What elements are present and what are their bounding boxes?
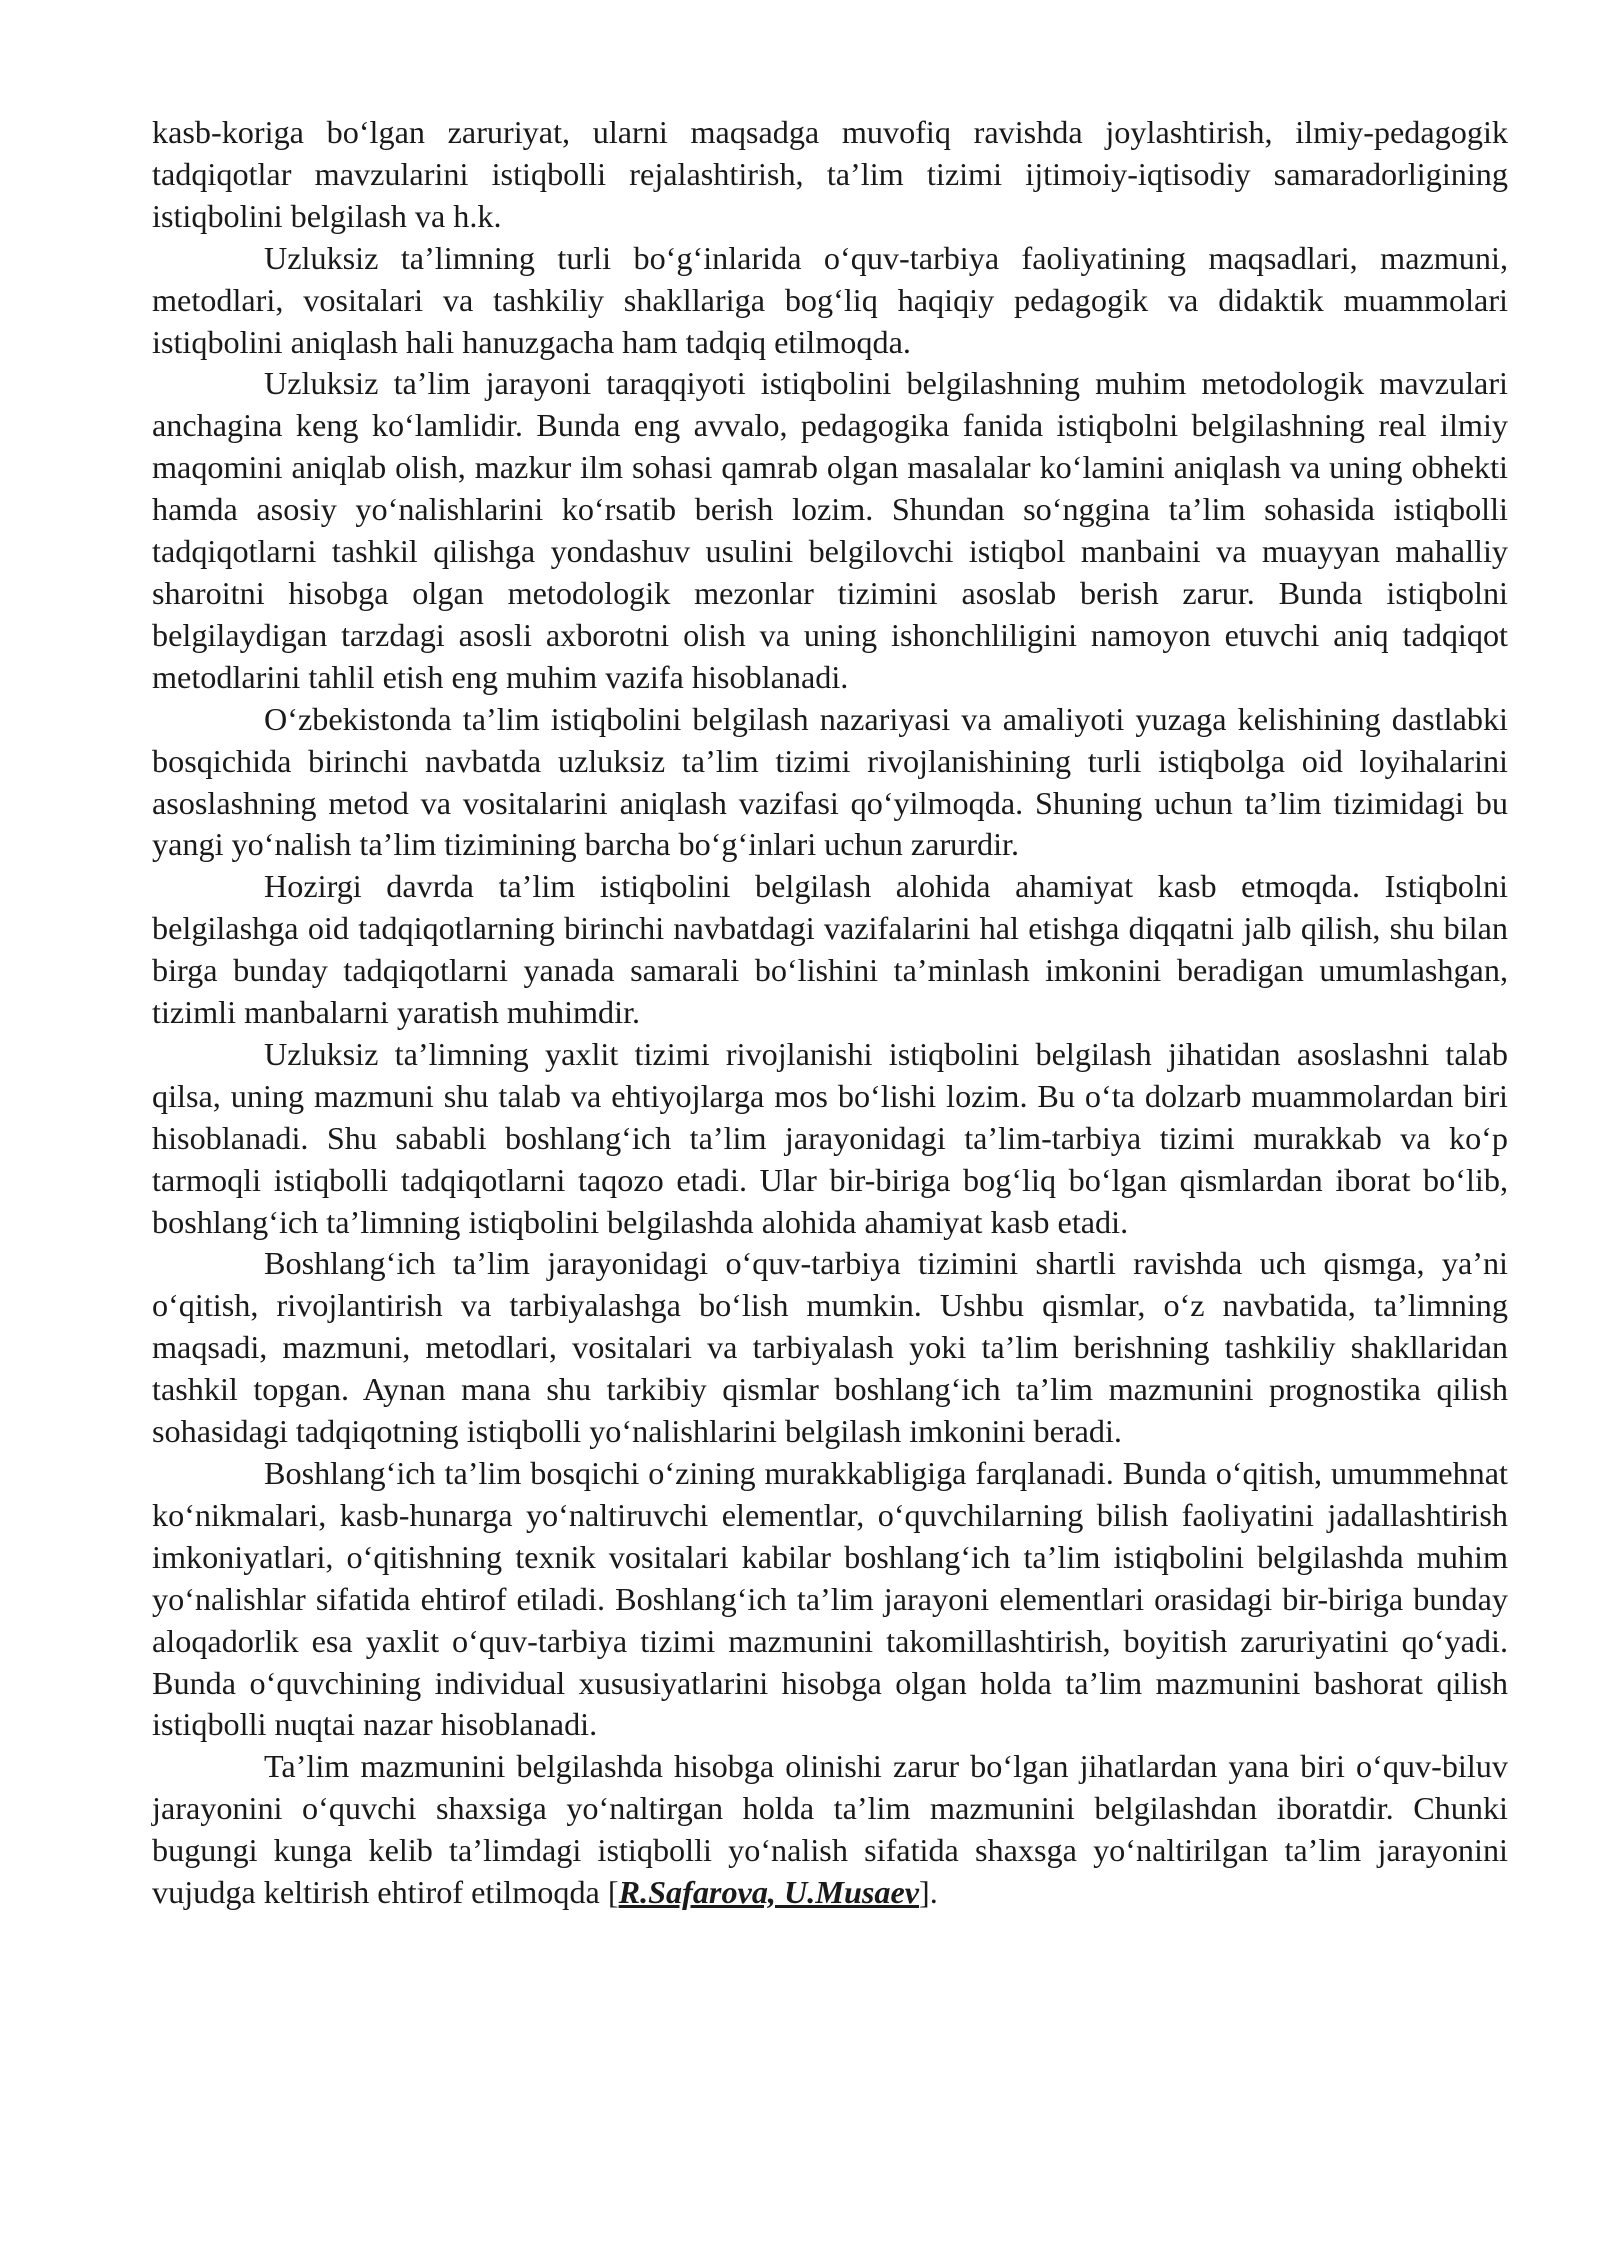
paragraph-1: kasb-koriga bo‘lgan zaruriyat, ularni maqsadga muvofiq ravishda joylashtirish, ilmiy-pedagogik tadqiqotlar mavzularini istiqbolli rejalashtirish, ta’lim tizimi ijtimoiy-iqtisodiy samaradorligining istiqbolini belgilash va h.k.: [152, 114, 1508, 234]
citation-link[interactable]: R.Safarova, U.Musaev: [618, 1874, 920, 1911]
paragraph-7: Boshlang‘ich ta’lim jarayonidagi o‘quv-tarbiya tizimini shartli ravishda uch qismga, ya’ni o‘qitish, rivojlantirish va tarbiyalashga bo‘lish mumkin. Ushbu qismlar, o‘z navbatida, ta’limning maqsadi, mazmuni, metodlari, vositalari va tarbiyalash yoki ta’lim berishning tashkiliy shakllaridan tashkil topgan. Aynan mana shu tarkibiy qismlar boshlang‘ich ta’lim mazmunini prognostika qilish sohasidagi tadqiqotning istiqbolli yo‘nalishlarini belgilash imkonini beradi.: [152, 1245, 1508, 1450]
paragraph-9-closing: ].: [919, 1874, 938, 1911]
paragraph-9-text: Ta’lim mazmunini belgilashda hisobga olinishi zarur bo‘lgan jihatlardan yana biri o‘quv-biluv jarayonini o‘quvchi shaxsiga yo‘naltirgan holda ta’lim mazmunini belgilashdan iboratdir. Chunki bugungi kunga kelib ta’limdagi istiqbolli yo‘nalish sifatida shaxsga yo‘naltirilgan ta’lim jarayonini vujudga keltirish ehtirof etilmoqda [: [152, 1748, 1508, 1911]
paragraph-9: [152, 1746, 1508, 1914]
paragraph-3: Uzluksiz ta’lim jarayoni taraqqiyoti istiqbolini belgilashning muhim metodologik mavzulari anchagina keng ko‘lamlidir. Bunda eng avvalo, pedagogika fanida istiqbolni belgilashning real ilmiy maqomini aniqlab olish, mazkur ilm sohasi qamrab olgan masalalar ko‘lamini aniqlash va uning obhekti hamda asosiy yo‘nalishlarini ko‘rsatib berish lozim. Shundan so‘nggina ta’lim sohasida istiqbolli tadqiqotlarni tashkil qilishga yondashuv usulini belgilovchi istiqbol manbaini va muayyan mahalliy sharoitni hisobga olgan metodologik mezonlar tizimini asoslab berish zarur. Bunda istiqbolni belgilaydigan tarzdagi asosli axborotni olish va uning ishonchliligini namoyon etuvchi aniq tadqiqot metodlarini tahlil etish eng muhim vazifa hisoblanadi.: [152, 365, 1508, 695]
paragraph-6: Uzluksiz ta’limning yaxlit tizimi rivojlanishi istiqbolini belgilash jihatidan asoslashni talab qilsa, uning mazmuni shu talab va ehtiyojlarga mos bo‘lishi lozim. Bu o‘ta dolzarb muammolardan biri hisoblanadi. Shu sababli boshlang‘ich ta’lim jarayonidagi ta’lim-tarbiya tizimi murakkab va ko‘p tarmoqli istiqbolli tadqiqotlarni taqozo etadi. Ular bir-biriga bog‘liq bo‘lgan qismlardan iborat bo‘lib, boshlang‘ich ta’limning istiqbolini belgilashda alohida ahamiyat kasb etadi.: [152, 1035, 1508, 1240]
paragraph-8: Boshlang‘ich ta’lim bosqichi o‘zining murakkabligiga farqlanadi. Bunda o‘qitish, umummehnat ko‘nikmalari, kasb-hunarga yo‘naltiruvchi elementlar, o‘quvchilarning bilish faoliyatini jadallashtirish imkoniyatlari, o‘qitishning texnik vositalari kabilar boshlang‘ich ta’lim istiqbolini belgilashda muhim yo‘nalishlar sifatida ehtirof etiladi. Boshlang‘ich ta’lim jarayoni elementlari orasidagi bir-biriga bunday aloqadorlik esa yaxlit o‘quv-tarbiya tizimi mazmunini takomillashtirish, boyitish zaruriyatini qo‘yadi. Bunda o‘quvchining individual xususiyatlarini hisobga olgan holda ta’lim mazmunini bashorat qilish istiqbolli nuqtai nazar hisoblanadi.: [152, 1455, 1508, 1743]
document-page: [152, 112, 1508, 1914]
paragraph-5: Hozirgi davrda ta’lim istiqbolini belgilash alohida ahamiyat kasb etmoqda. Istiqbolni belgilashga oid tadqiqotlarning birinchi navbatdagi vazifalarini hal etishga diqqatni jalb qilish, shu bilan birga bunday tadqiqotlarni yanada samarali bo‘lishini ta’minlash imkonini beradigan umumlashgan, tizimli manbalarni yaratish muhimdir.: [152, 868, 1508, 1031]
paragraph-4: O‘zbekistonda ta’lim istiqbolini belgilash nazariyasi va amaliyoti yuzaga kelishining dastlabki bosqichida birinchi navbatda uzluksiz ta’lim tizimi rivojlanishining turli istiqbolga oid loyihalarini asoslashning metod va vositalarini aniqlash vazifasi qo‘yilmoqda. Shuning uchun ta’lim tizimidagi bu yangi yo‘nalish ta’lim tizimining barcha bo‘g‘inlari uchun zarurdir.: [152, 700, 1508, 863]
paragraph-2: Uzluksiz ta’limning turli bo‘g‘inlarida o‘quv-tarbiya faoliyatining maqsadlari, mazmuni, metodlari, vositalari va tashkiliy shakllariga bog‘liq haqiqiy pedagogik va didaktik muammolari istiqbolini aniqlash hali hanuzgacha ham tadqiq etilmoqda.: [152, 239, 1508, 360]
